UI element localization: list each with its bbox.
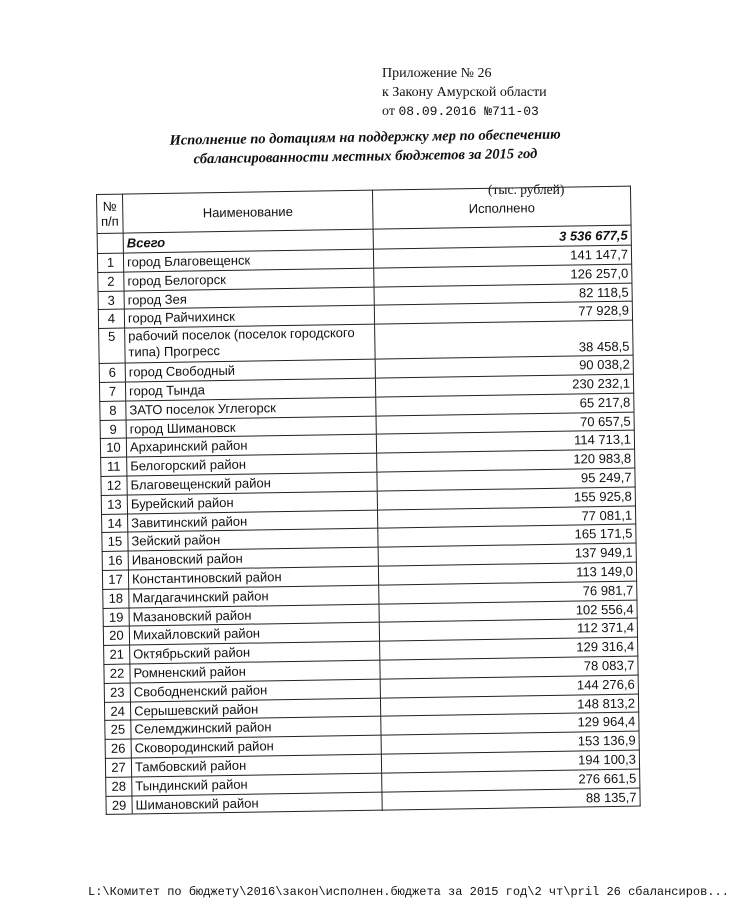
row-name: Шимановский район xyxy=(132,792,382,815)
row-number: 8 xyxy=(100,401,126,420)
row-name: Тамбовский район xyxy=(131,754,381,777)
row-name: Благовещенский район xyxy=(127,472,377,495)
row-value: 141 147,7 xyxy=(373,245,631,268)
row-value: 70 657,5 xyxy=(376,412,634,435)
row-name: Селемджинский район xyxy=(131,716,381,739)
row-value: 120 983,8 xyxy=(377,449,635,472)
row-number: 11 xyxy=(101,457,127,476)
row-value: 153 136,9 xyxy=(381,731,639,754)
row-name: Мазановский район xyxy=(129,604,379,627)
row-name: Серышевский район xyxy=(130,698,380,721)
header-name: Наименование xyxy=(123,190,374,233)
row-value: 114 713,1 xyxy=(376,430,634,453)
row-name: Ивановский район xyxy=(128,547,378,570)
row-name: Белогорский район xyxy=(127,453,377,476)
row-number: 4 xyxy=(98,309,124,328)
row-value: 102 556,4 xyxy=(379,600,637,623)
row-number: 29 xyxy=(106,796,132,815)
file-path-footer: L:\Комитет по бюджету\2016\закон\исполнен.бюджета за 2015 год\2 чт\pril 26 сбалансиров... xyxy=(88,885,729,899)
total-num xyxy=(97,233,123,253)
appendix-number: Приложение № 26 xyxy=(382,66,492,81)
row-value: 82 118,5 xyxy=(374,283,632,306)
row-value: 144 276,6 xyxy=(380,675,638,698)
row-number: 18 xyxy=(103,589,129,608)
row-name: город Белогорск xyxy=(124,268,374,291)
row-number: 25 xyxy=(105,720,131,739)
row-name: ЗАТО поселок Углегорск xyxy=(126,397,376,420)
row-number: 17 xyxy=(102,570,128,589)
row-name: город Благовещенск xyxy=(123,249,373,272)
row-name: город Райчихинск xyxy=(124,306,374,329)
row-value: 129 964,4 xyxy=(381,712,639,735)
row-number: 7 xyxy=(99,382,125,401)
row-value: 76 981,7 xyxy=(379,581,637,604)
row-value: 129 316,4 xyxy=(380,637,638,660)
row-name: Магдагачинский район xyxy=(129,585,379,608)
row-value: 90 038,2 xyxy=(375,355,633,378)
units-label: (тыс. рублей) xyxy=(488,182,565,197)
row-name: Константиновский район xyxy=(128,566,378,589)
row-number: 28 xyxy=(106,777,132,796)
row-name: Октябрьский район xyxy=(130,641,380,664)
row-name: город Свободный xyxy=(125,359,375,382)
row-number: 3 xyxy=(98,291,124,310)
header-num: № п/п xyxy=(97,194,124,233)
row-value: 88 135,7 xyxy=(382,788,640,811)
row-number: 15 xyxy=(102,532,128,551)
row-number: 27 xyxy=(105,758,131,777)
row-number: 12 xyxy=(101,476,127,495)
row-value: 230 232,1 xyxy=(375,374,633,397)
row-value: 77 081,1 xyxy=(377,506,635,529)
row-number: 14 xyxy=(102,514,128,533)
title-line-2: сбалансированности местных бюджетов за 2015 год xyxy=(193,145,538,168)
row-value: 137 949,1 xyxy=(378,543,636,566)
document-title xyxy=(150,125,581,170)
row-name: город Шимановск xyxy=(126,416,376,439)
header-value: Исполнено xyxy=(372,186,631,229)
row-number: 10 xyxy=(100,438,126,457)
budget-table xyxy=(96,186,640,816)
total-value: 3 536 677,5 xyxy=(373,225,631,249)
row-name: Зейский район xyxy=(128,528,378,551)
row-value: 165 171,5 xyxy=(378,524,636,547)
row-name: Сковородинский район xyxy=(131,735,381,758)
row-name: Бурейский район xyxy=(127,491,377,514)
row-value: 155 925,8 xyxy=(377,487,635,510)
row-value: 276 661,5 xyxy=(382,769,640,792)
row-value: 77 928,9 xyxy=(374,301,632,324)
appendix-law: к Закону Амурской области xyxy=(382,85,547,100)
appendix-date: 08.09.2016 №711-03 xyxy=(398,104,539,119)
row-number: 23 xyxy=(104,683,130,702)
row-value: 112 371,4 xyxy=(379,618,637,641)
row-value: 38 458,5 xyxy=(375,320,634,359)
row-value: 113 149,0 xyxy=(378,562,636,585)
row-name: Михайловский район xyxy=(129,622,379,645)
row-number: 1 xyxy=(97,253,123,272)
appendix-date-line xyxy=(382,102,622,121)
row-value: 78 083,7 xyxy=(380,656,638,679)
row-number: 5 xyxy=(99,328,126,363)
row-number: 20 xyxy=(103,626,129,645)
row-name: Завитинский район xyxy=(128,510,378,533)
row-number: 26 xyxy=(105,739,131,758)
row-name: Тындинский район xyxy=(132,773,382,796)
row-number: 6 xyxy=(99,363,125,382)
row-name: Свободненский район xyxy=(130,679,380,702)
row-name: город Зея xyxy=(124,287,374,310)
row-number: 19 xyxy=(103,608,129,627)
appendix-block xyxy=(382,64,622,121)
row-number: 21 xyxy=(104,645,130,664)
title-line-1: Исполнение по дотациям на поддержку мер по обеспечению xyxy=(169,126,561,149)
row-value: 194 100,3 xyxy=(381,750,639,773)
row-number: 9 xyxy=(100,420,126,439)
row-number: 24 xyxy=(104,702,130,721)
row-value: 65 217,8 xyxy=(376,393,634,416)
row-name: Архаринский район xyxy=(126,435,376,458)
row-value: 126 257,0 xyxy=(374,264,632,287)
row-name: Ромненский район xyxy=(130,660,380,683)
row-name: город Тында xyxy=(125,378,375,401)
row-value: 95 249,7 xyxy=(377,468,635,491)
row-number: 16 xyxy=(102,551,128,570)
row-number: 2 xyxy=(98,272,124,291)
row-number: 22 xyxy=(104,664,130,683)
row-number: 13 xyxy=(101,495,127,514)
row-name: рабочий поселок (поселок городского типа) Прогресс xyxy=(125,324,376,363)
row-value: 148 813,2 xyxy=(380,694,638,717)
appendix-date-prefix: от xyxy=(382,104,395,119)
total-name: Всего xyxy=(123,229,373,253)
